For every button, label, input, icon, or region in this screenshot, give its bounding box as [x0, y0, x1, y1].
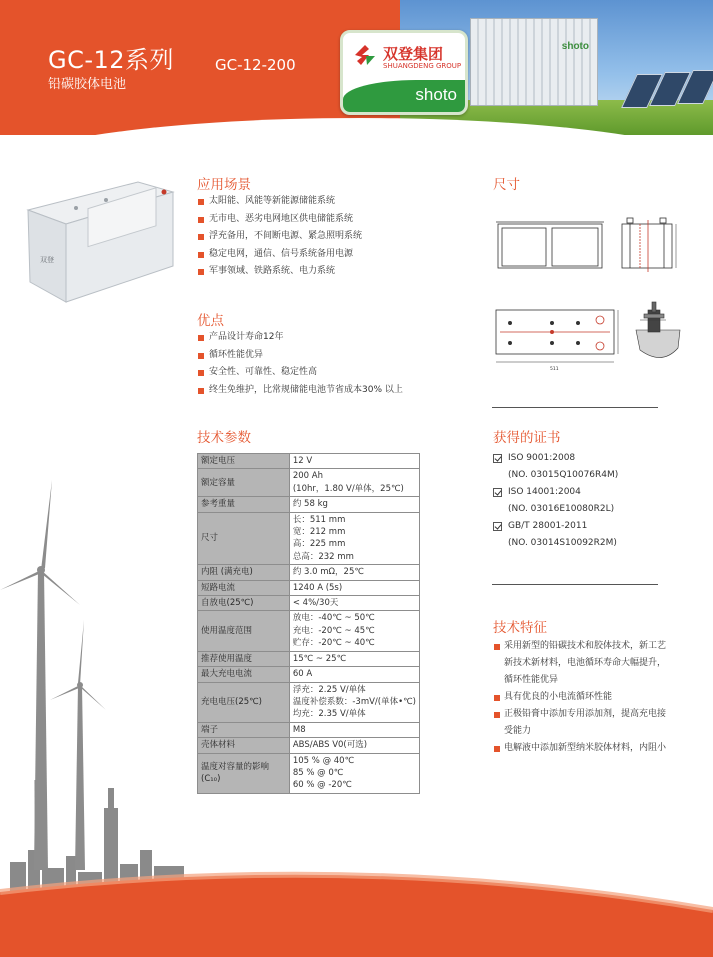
spec-value: [289, 580, 419, 595]
spec-value: [289, 596, 419, 611]
features-list: [493, 638, 673, 757]
spec-key: 端子: [198, 722, 290, 737]
model-number: GC-12-200: [215, 56, 296, 74]
table-row: [198, 497, 420, 512]
spec-key: 额定电压: [198, 454, 290, 469]
list-item: 无市电、恶劣电网地区供电储能系统: [197, 211, 362, 229]
tech-params-heading: 技术参数: [197, 430, 251, 446]
spec-value: [289, 682, 419, 722]
list-item: 产品设计寿命12年: [197, 329, 403, 347]
page-subtitle: 铅碳胶体电池: [48, 77, 127, 92]
certificates-heading: 获得的证书: [493, 430, 561, 446]
spec-key: 自放电(25℃): [198, 596, 290, 611]
spec-key: 温度对容量的影响(C₁₀): [198, 753, 290, 793]
table-row: [198, 469, 420, 497]
spec-value-line: 高：225 mm: [292, 539, 346, 550]
spec-value-line: 105 % @ 40℃: [292, 755, 355, 766]
spec-key: 内阻 (满充电): [198, 565, 290, 580]
top-view-drawing: [496, 310, 618, 362]
spec-key: 短路电流: [198, 580, 290, 595]
certificate-item: ISO 14001:2004: [493, 484, 618, 501]
svg-text:双登: 双登: [40, 256, 54, 264]
list-item: 采用新型的铅碳技术和胶体技术，新工艺新技术新材料，电池循环寿命大幅提升，循环性能优异: [493, 638, 673, 689]
advantages-heading: 优点: [197, 313, 224, 329]
storage-container-image: [470, 18, 598, 106]
table-row: [198, 722, 420, 737]
logo-chinese-text: 双登集团: [383, 45, 444, 63]
table-row: [198, 667, 420, 682]
dimensions-heading: 尺寸: [493, 177, 520, 193]
spec-value: [289, 651, 419, 666]
spec-value-line: 85 % @ 0℃: [292, 767, 344, 778]
spec-value: [289, 738, 419, 753]
spec-value-line: 15℃ ~ 25℃: [292, 653, 347, 664]
certificate-number: (NO. 03015Q10076R4M): [508, 470, 619, 480]
page-title: GC-12系列: [48, 46, 175, 74]
spec-value-line: 浮充：2.25 V/单体: [292, 684, 366, 695]
spec-value-line: < 4%/30天: [292, 598, 339, 609]
table-row: [198, 580, 420, 595]
table-row: [198, 512, 420, 565]
spec-value: [289, 454, 419, 469]
list-item: 稳定电网，通信、信号系统备用电源: [197, 246, 362, 264]
solar-panels-image: [625, 70, 713, 110]
list-item: 军事领域、铁路系统、电力系统: [197, 263, 362, 281]
spec-value-line: 200 Ah: [292, 471, 323, 482]
spec-value: [289, 469, 419, 497]
table-row: [198, 596, 420, 611]
company-logo: [340, 30, 468, 115]
spec-value: [289, 667, 419, 682]
table-row: [198, 454, 420, 469]
spec-key: 使用温度范围: [198, 611, 290, 651]
spec-value-line: 放电：-40℃ ~ 50℃: [292, 613, 375, 624]
list-item: 电解液中添加新型纳米胶体材料，内阻小: [493, 740, 673, 757]
front-view-drawing: [496, 222, 604, 268]
spec-value-line: 总高：232 mm: [292, 551, 354, 562]
spec-value: [289, 722, 419, 737]
certificate-number: (NO. 03016E10080R2L): [508, 504, 615, 514]
certificate-item: GB/T 28001-2011: [493, 518, 618, 535]
table-row: [198, 738, 420, 753]
length-dimension-label: 511: [550, 367, 559, 372]
list-item: 正极铅膏中添加专用添加剂，提高充电接受能力: [493, 706, 673, 740]
spec-key: 推荐使用温度: [198, 651, 290, 666]
spec-value-line: 约 58 kg: [292, 499, 328, 510]
logo-english-text: SHUANGDENG GROUP: [383, 62, 462, 70]
checkbox-icon: [493, 522, 502, 531]
spec-value-line: 均充：2.35 V/单体: [292, 709, 366, 720]
certificate-number: (NO. 03014S10092R2M): [508, 538, 617, 548]
list-item: 终生免维护，比常规储能电池节省成本30% 以上: [197, 382, 403, 400]
applications-heading: 应用场景: [197, 177, 251, 193]
checkbox-icon: [493, 488, 502, 497]
spec-value: [289, 497, 419, 512]
wind-turbine-large-icon: [0, 480, 80, 870]
spec-key: 参考重量: [198, 497, 290, 512]
list-item: 具有优良的小电流循环性能: [493, 689, 673, 706]
features-heading: 技术特征: [493, 620, 547, 636]
spec-value-line: M8: [292, 724, 306, 735]
shuangdeng-mark-icon: [352, 42, 378, 68]
spec-key: 充电电压(25℃): [198, 682, 290, 722]
side-view-drawing: [622, 218, 676, 272]
wind-turbines: [0, 470, 190, 890]
spec-value-line: 贮存：-20℃ ~ 40℃: [292, 638, 375, 649]
spec-value: [289, 611, 419, 651]
checkbox-icon: [493, 454, 502, 463]
advantages-list: [197, 329, 403, 399]
table-row: [198, 682, 420, 722]
spec-value-line: 温度补偿系数：-3mV/(单体•℃): [292, 696, 416, 707]
spec-value-line: 60 % @ -20℃: [292, 780, 352, 791]
certificate-item: ISO 9001:2008: [493, 450, 618, 467]
list-item: 浮充备用，不间断电源、紧急照明系统: [197, 228, 362, 246]
spec-value: [289, 512, 419, 565]
container-brand-label: shoto: [561, 41, 589, 52]
dimension-drawings: [490, 210, 686, 380]
spec-value-line: 宽：212 mm: [292, 527, 346, 538]
logo-brand-text: shoto: [415, 85, 457, 104]
spec-value-line: ABS/ABS V0(可选): [292, 740, 368, 751]
applications-list: [197, 193, 362, 281]
spec-value-line: (10hr，1.80 V/单体，25℃): [292, 483, 404, 494]
wind-turbine-small-icon: [50, 620, 106, 870]
header-banner: [0, 0, 713, 160]
spec-key: 额定容量: [198, 469, 290, 497]
spec-key: 壳体材料: [198, 738, 290, 753]
spec-value-line: 60 A: [292, 669, 313, 680]
list-item: 安全性、可靠性、稳定性高: [197, 364, 403, 382]
list-item: 太阳能、风能等新能源储能系统: [197, 193, 362, 211]
spec-key: 尺寸: [198, 512, 290, 565]
table-row: [198, 565, 420, 580]
table-row: [198, 651, 420, 666]
list-item: 循环性能优异: [197, 347, 403, 365]
spec-value-line: 充电：-20℃ ~ 45℃: [292, 625, 375, 636]
certificates-list: [493, 450, 618, 552]
tech-params-table: [197, 453, 420, 794]
table-row: [198, 611, 420, 651]
spec-value-line: 1240 A (5s): [292, 582, 343, 593]
spec-value-line: 长：511 mm: [292, 514, 346, 525]
divider-line: [492, 584, 658, 585]
spec-value-line: 12 V: [292, 456, 313, 466]
spec-value-line: 约 3.0 mΩ，25℃: [292, 567, 364, 578]
spec-key: 最大充电电流: [198, 667, 290, 682]
spec-value: [289, 565, 419, 580]
divider-line: [492, 407, 658, 408]
terminal-detail-drawing: [636, 302, 680, 358]
battery-product-image: [18, 170, 178, 305]
